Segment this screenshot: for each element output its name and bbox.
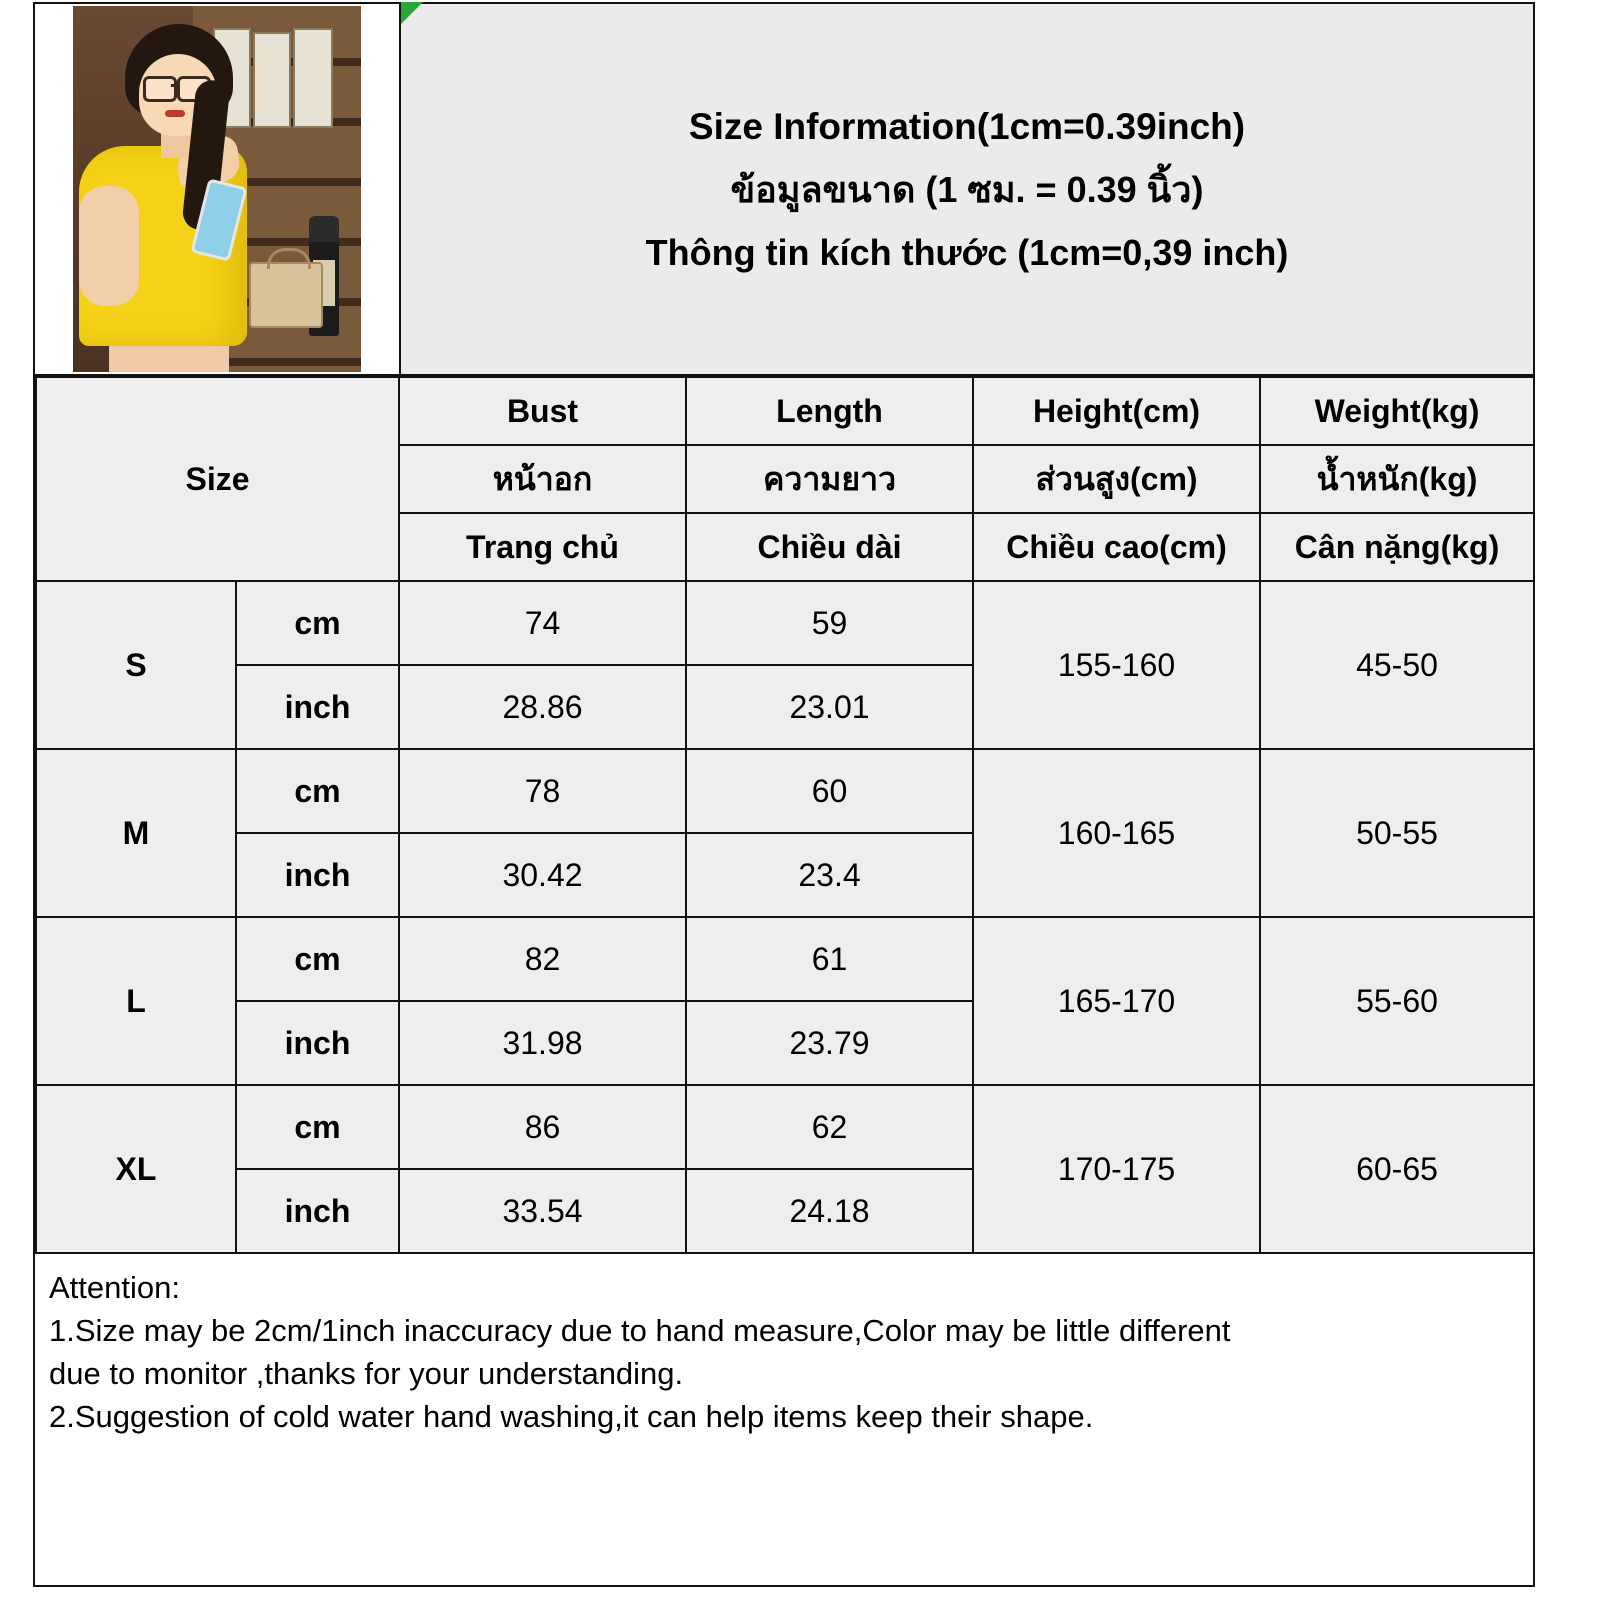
header-weight-en: Weight(kg) — [1260, 377, 1534, 445]
header-bust-en: Bust — [399, 377, 686, 445]
length-inch-xl: 24.18 — [686, 1169, 973, 1253]
header-height-th: ส่วนสูง(cm) — [973, 445, 1260, 513]
product-photo-cell — [35, 4, 401, 374]
weight-l: 55-60 — [1260, 917, 1534, 1085]
length-inch-s: 23.01 — [686, 665, 973, 749]
bust-inch-m: 30.42 — [399, 833, 686, 917]
unit-cm: cm — [236, 917, 399, 1001]
height-xl: 170-175 — [973, 1085, 1260, 1253]
attention-line-1: 1.Size may be 2cm/1inch inaccuracy due to hand measure,Color may be little different — [49, 1313, 1231, 1348]
photo-box — [253, 32, 291, 128]
header-height-vi: Chiều cao(cm) — [973, 513, 1260, 581]
length-cm-s: 59 — [686, 581, 973, 665]
header-length-en: Length — [686, 377, 973, 445]
weight-m: 50-55 — [1260, 749, 1534, 917]
header-bust-th: หน้าอก — [399, 445, 686, 513]
header-band — [35, 4, 1533, 376]
size-chart-sheet — [33, 2, 1535, 1587]
table-row — [36, 581, 1534, 665]
unit-cm: cm — [236, 1085, 399, 1169]
unit-inch: inch — [236, 833, 399, 917]
unit-inch: inch — [236, 1169, 399, 1253]
attention-line-3: 2.Suggestion of cold water hand washing,it can help items keep their shape. — [49, 1399, 1094, 1434]
height-m: 160-165 — [973, 749, 1260, 917]
length-cm-m: 60 — [686, 749, 973, 833]
table-row — [36, 917, 1534, 1001]
table-row — [36, 1085, 1534, 1169]
header-length-vi: Chiều dài — [686, 513, 973, 581]
height-s: 155-160 — [973, 581, 1260, 749]
attention-line-2: due to monitor ,thanks for your understanding. — [49, 1356, 684, 1391]
title-block — [401, 4, 1533, 374]
photo-handbag — [249, 262, 323, 328]
header-bust-vi: Trang chủ — [399, 513, 686, 581]
bust-cm-l: 82 — [399, 917, 686, 1001]
unit-cm: cm — [236, 749, 399, 833]
glasses-bridge-icon — [171, 84, 179, 87]
photo-box — [293, 28, 333, 128]
bust-cm-s: 74 — [399, 581, 686, 665]
length-cm-l: 61 — [686, 917, 973, 1001]
header-weight-th: น้ำหนัก(kg) — [1260, 445, 1534, 513]
unit-cm: cm — [236, 581, 399, 665]
bust-inch-l: 31.98 — [399, 1001, 686, 1085]
header-weight-vi: Cân nặng(kg) — [1260, 513, 1534, 581]
length-inch-m: 23.4 — [686, 833, 973, 917]
title-line-en: Size Information(1cm=0.39inch) — [688, 105, 1246, 147]
unit-inch: inch — [236, 665, 399, 749]
model-photo — [73, 6, 361, 372]
header-length-th: ความยาว — [686, 445, 973, 513]
bust-cm-m: 78 — [399, 749, 686, 833]
glasses-icon — [143, 76, 177, 102]
title-line-vi: Thông tin kích thước (1cm=0,39 inch) — [645, 231, 1289, 273]
bust-inch-s: 28.86 — [399, 665, 686, 749]
table-header-row-en — [36, 377, 1534, 445]
photo-model-lips — [165, 110, 185, 117]
header-height-en: Height(cm) — [973, 377, 1260, 445]
table-row — [36, 749, 1534, 833]
header-size: Size — [36, 377, 399, 581]
unit-inch: inch — [236, 1001, 399, 1085]
bust-inch-xl: 33.54 — [399, 1169, 686, 1253]
weight-xl: 60-65 — [1260, 1085, 1534, 1253]
bust-cm-xl: 86 — [399, 1085, 686, 1169]
size-value-m: M — [36, 749, 236, 917]
attention-block — [35, 1254, 1533, 1438]
size-table — [35, 376, 1535, 1254]
length-inch-l: 23.79 — [686, 1001, 973, 1085]
photo-model-arm — [79, 186, 139, 306]
size-value-l: L — [36, 917, 236, 1085]
title-line-th: ข้อมูลขนาด (1 ซม. = 0.39 นิ้ว) — [730, 168, 1204, 210]
weight-s: 45-50 — [1260, 581, 1534, 749]
length-cm-xl: 62 — [686, 1085, 973, 1169]
attention-heading: Attention: — [49, 1270, 180, 1305]
size-value-s: S — [36, 581, 236, 749]
height-l: 165-170 — [973, 917, 1260, 1085]
size-value-xl: XL — [36, 1085, 236, 1253]
